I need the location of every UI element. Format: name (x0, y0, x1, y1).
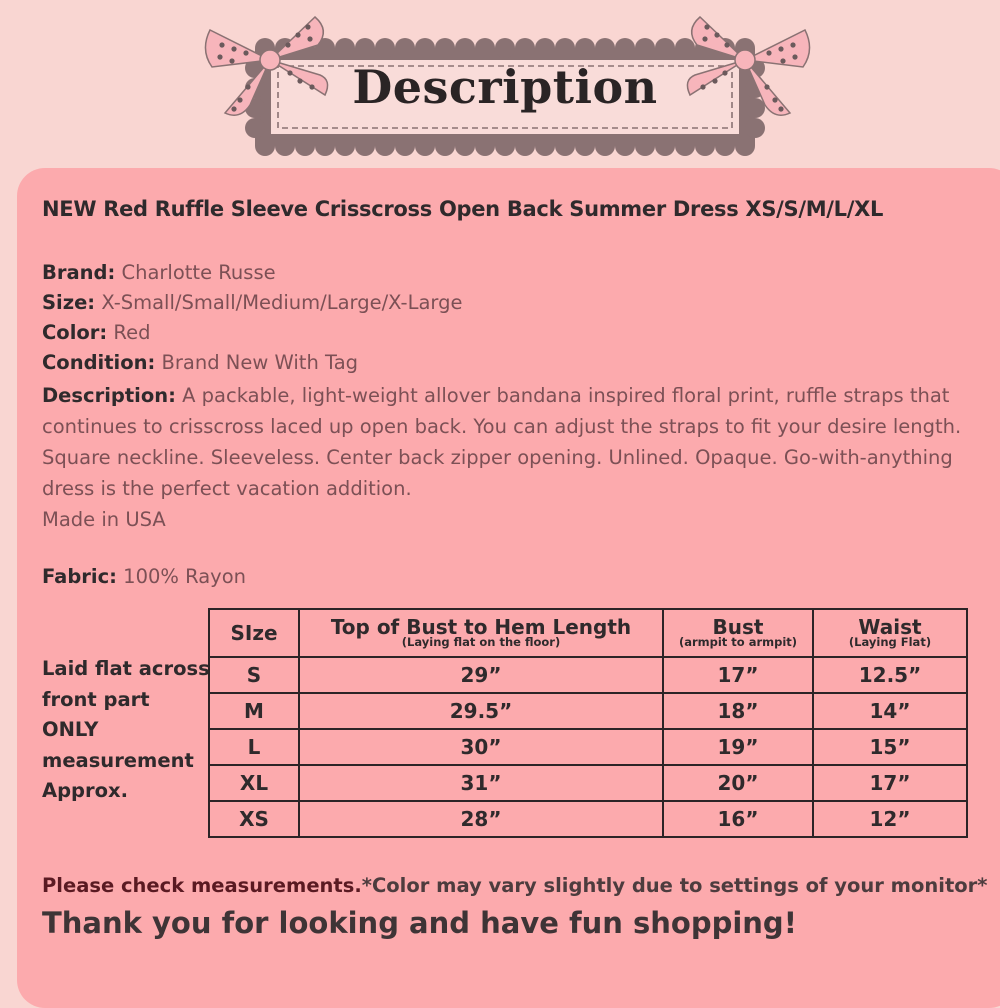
color-line (42, 321, 150, 344)
measurement-note: Laid flat across front part ONLY measurement Approx. (42, 657, 210, 802)
cell-size: M (209, 693, 299, 729)
description-text: A packable, light-weight allover bandana inspired floral print, ruffle straps that continues to crisscross laced up open back. You can adjust the straps to fit your desire length. Square neckline. Sleeveless. Center back zipper opening. Unlined. Opaque. Go-with-anything dress is the perfect vacation addition. (42, 384, 962, 500)
cell-length: 29.5” (299, 693, 663, 729)
cell-size: XS (209, 801, 299, 837)
bow-left-icon (200, 5, 345, 120)
fabric-value: 100% Rayon (123, 565, 247, 588)
product-title: NEW Red Ruffle Sleeve Crisscross Open Back Summer Dress XS/S/M/L/XL (42, 197, 884, 221)
made-in: Made in USA (42, 508, 166, 531)
cell-waist: 12” (813, 801, 967, 837)
fabric-line (42, 565, 246, 588)
size-line (42, 291, 462, 314)
cell-length: 28” (299, 801, 663, 837)
color-value: Red (113, 321, 151, 344)
header-waist: Waist (Laying Flat) (813, 609, 967, 657)
brand-value: Charlotte Russe (121, 261, 276, 284)
size-value: X-Small/Small/Medium/Large/X-Large (101, 291, 463, 314)
table-row (209, 657, 967, 693)
description-block (42, 380, 982, 535)
cell-waist: 15” (813, 729, 967, 765)
size-label: Size: (42, 291, 96, 314)
table-row (209, 693, 967, 729)
cell-length: 30” (299, 729, 663, 765)
description-banner (200, 0, 810, 165)
header-bust: Bust (armpit to armpit) (663, 609, 813, 657)
brand-line (42, 261, 276, 284)
cell-bust: 16” (663, 801, 813, 837)
cell-waist: 17” (813, 765, 967, 801)
size-chart-table (208, 608, 968, 838)
table-row (209, 729, 967, 765)
table-row (209, 801, 967, 837)
cell-bust: 20” (663, 765, 813, 801)
cell-waist: 14” (813, 693, 967, 729)
cell-waist: 12.5” (813, 657, 967, 693)
thanks-message: Thank you for looking and have fun shopping! (42, 906, 797, 940)
header-size: SIze (209, 609, 299, 657)
cell-length: 31” (299, 765, 663, 801)
header-length: Top of Bust to Hem Length (Laying flat on the floor) (299, 609, 663, 657)
measurement-check-note (42, 874, 987, 897)
table-header-row (209, 609, 967, 657)
cell-bust: 19” (663, 729, 813, 765)
cell-size: S (209, 657, 299, 693)
condition-line (42, 351, 358, 374)
brand-label: Brand: (42, 261, 116, 284)
cell-size: XL (209, 765, 299, 801)
cell-bust: 17” (663, 657, 813, 693)
condition-label: Condition: (42, 351, 156, 374)
fabric-label: Fabric: (42, 565, 117, 588)
cell-length: 29” (299, 657, 663, 693)
banner-title: Description (352, 60, 658, 114)
condition-value: Brand New With Tag (161, 351, 359, 374)
bow-right-icon (670, 5, 815, 120)
table-row (209, 765, 967, 801)
description-label: Description: (42, 384, 176, 407)
cell-size: L (209, 729, 299, 765)
check-text: Please check measurements. (42, 874, 362, 897)
color-label: Color: (42, 321, 108, 344)
cell-bust: 18” (663, 693, 813, 729)
color-disclaimer: *Color may vary slightly due to settings of your monitor* (361, 874, 988, 897)
